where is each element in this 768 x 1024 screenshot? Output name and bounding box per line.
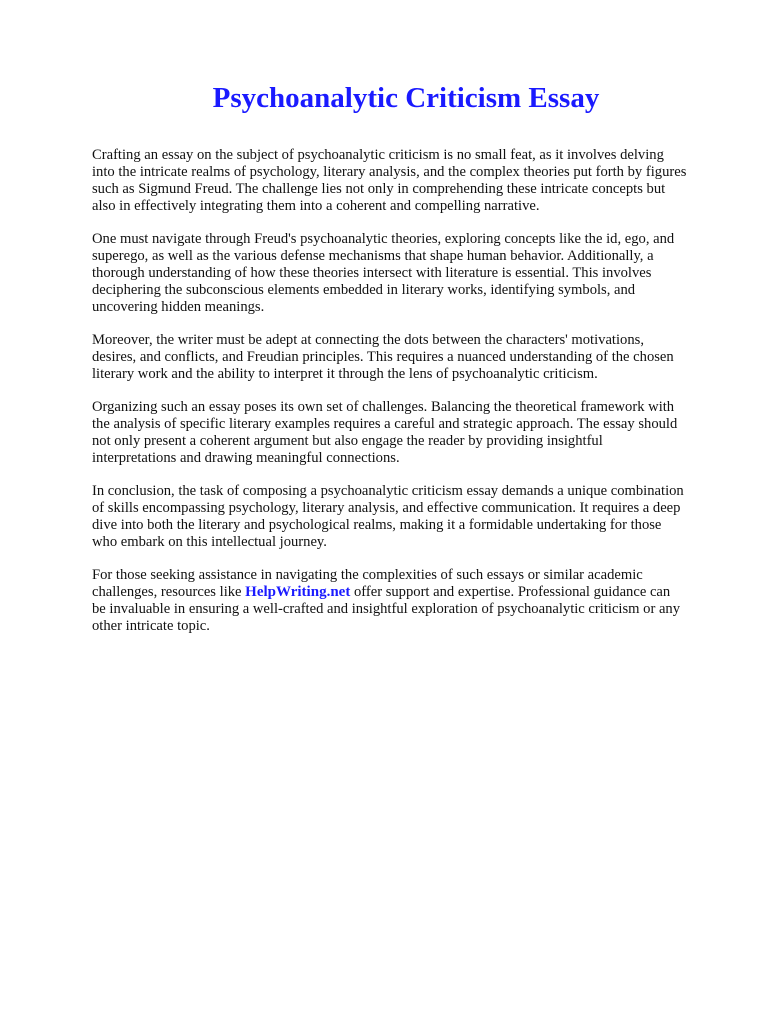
text-line: also in effectively integrating them into a coherent and compelling narrative. (92, 198, 540, 214)
text-line: superego, as well as the various defense mechanisms that shape human behavior. Additionally, a (92, 248, 654, 264)
text-line: literary work and the ability to interpret it through the lens of psychoanalytic criticism. (92, 366, 598, 382)
text-line-with-link (92, 584, 732, 601)
text-line: into the intricate realms of psychology, literary analysis, and the complex theories put forth by figures (92, 164, 687, 180)
text-line: other intricate topic. (92, 618, 210, 634)
paragraph-2 (92, 231, 732, 316)
text-segment: challenges, resources like (92, 584, 246, 600)
text-line: Crafting an essay on the subject of psychoanalytic criticism is no small feat, as it involves delving (92, 147, 664, 163)
text-line: of skills encompassing psychology, literary analysis, and effective communication. It requires a deep (92, 500, 681, 516)
text-line: One must navigate through Freud's psychoanalytic theories, exploring concepts like the id, ego, and (92, 231, 675, 247)
text-line: who embark on this intellectual journey. (92, 534, 327, 550)
paragraph-5 (92, 483, 732, 551)
helpwriting-link[interactable]: HelpWriting.net (245, 584, 351, 600)
text-line: such as Sigmund Freud. The challenge lies not only in comprehending these intricate concepts but (92, 181, 666, 197)
text-line: uncovering hidden meanings. (92, 299, 265, 315)
text-line: not only present a coherent argument but also engage the reader by providing insightful (92, 433, 603, 449)
text-line: Organizing such an essay poses its own set of challenges. Balancing the theoretical framework with (92, 399, 675, 415)
paragraph-3 (92, 332, 732, 383)
text-line: thorough understanding of how these theories intersect with literature is essential. This involves (92, 265, 652, 281)
text-line: For those seeking assistance in navigating the complexities of such essays or similar academic (92, 567, 643, 583)
text-line: the analysis of specific literary examples requires a careful and strategic approach. The essay should (92, 416, 678, 432)
document-title: Psychoanalytic Criticism Essay (212, 82, 600, 114)
document-body (92, 147, 732, 651)
text-line: In conclusion, the task of composing a psychoanalytic criticism essay demands a unique combination (92, 483, 684, 499)
paragraph-4 (92, 399, 732, 467)
text-line: desires, and conflicts, and Freudian principles. This requires a nuanced understanding of the chosen (92, 349, 674, 365)
text-line: be invaluable in ensuring a well-crafted and insightful exploration of psychoanalytic criticism or any (92, 601, 681, 617)
text-line: dive into both the literary and psychological realms, making it a formidable undertaking for those (92, 517, 662, 533)
paragraph-6 (92, 567, 732, 635)
text-line: interpretations and drawing meaningful connections. (92, 450, 400, 466)
text-line: deciphering the subconscious elements embedded in literary works, identifying symbols, and (92, 282, 636, 298)
paragraph-1 (92, 147, 732, 215)
text-line: Moreover, the writer must be adept at connecting the dots between the characters' motivations, (92, 332, 644, 348)
text-segment: offer support and expertise. Professional guidance can (350, 584, 671, 600)
